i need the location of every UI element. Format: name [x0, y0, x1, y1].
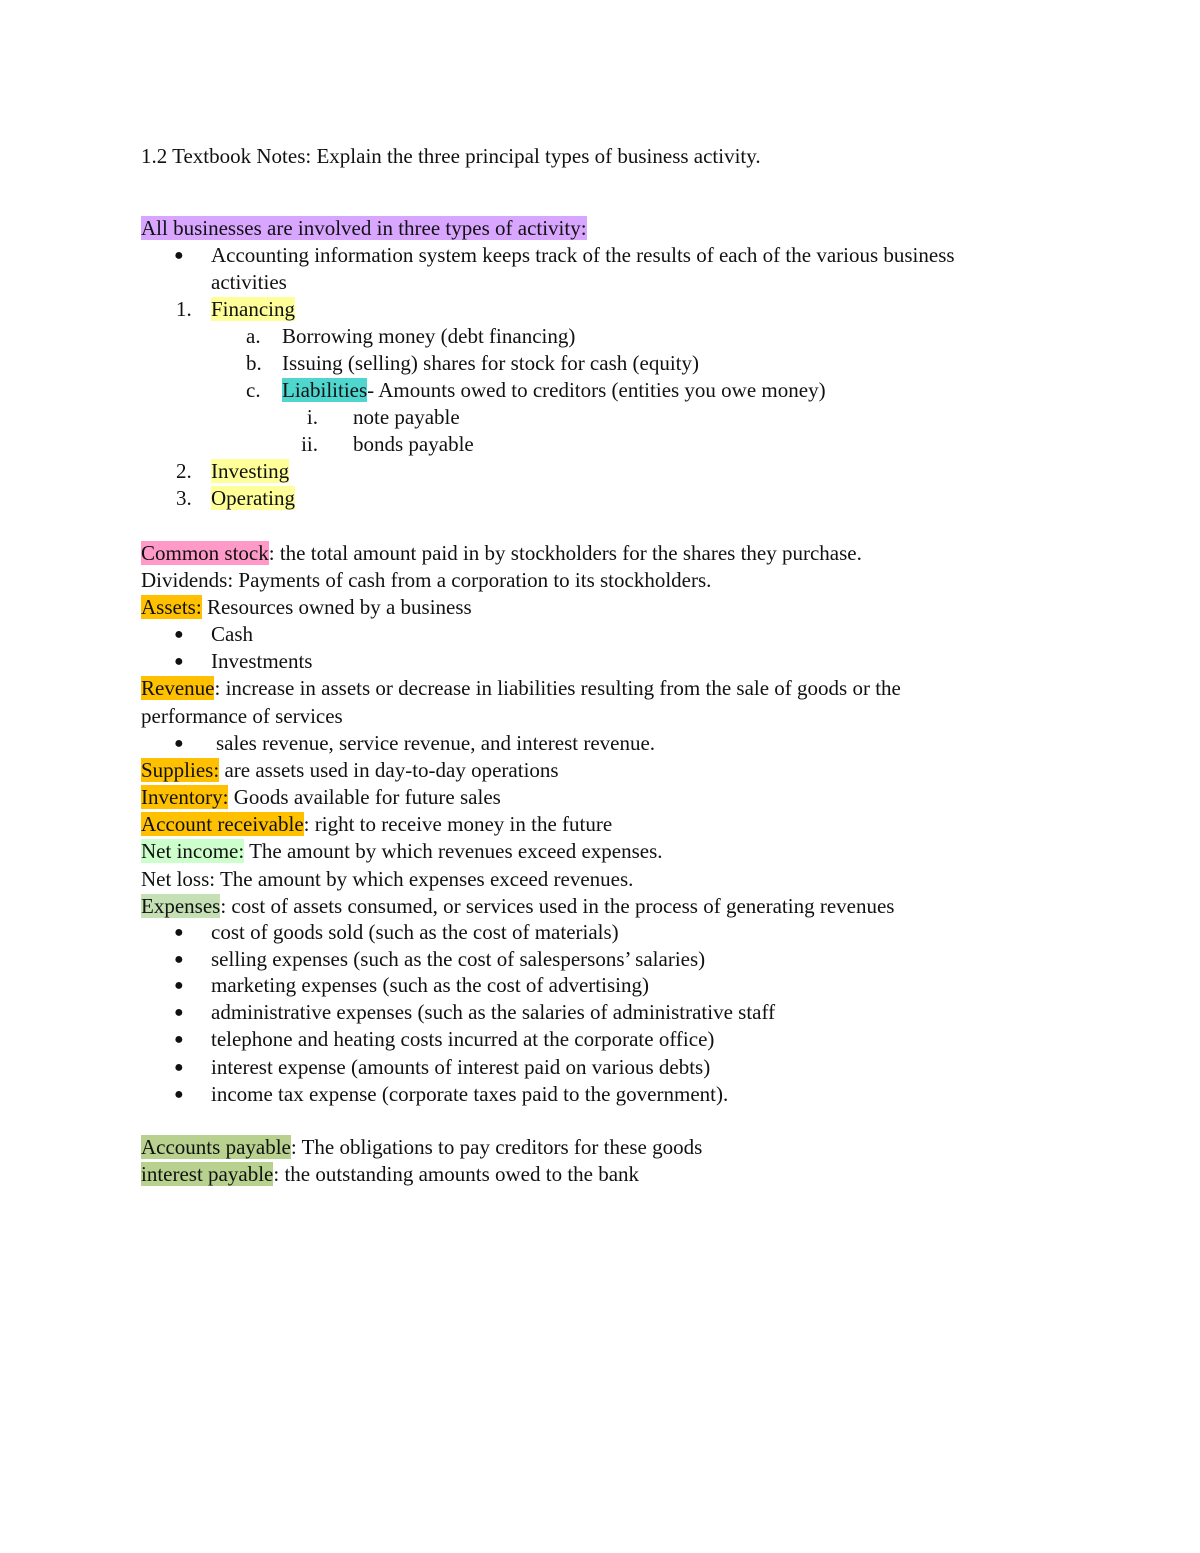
- intro-bullet-line2: activities: [211, 270, 287, 294]
- definition-inventory: [141, 784, 501, 811]
- definition-interest-payable: [141, 1161, 639, 1188]
- activity-operating-label: Operating: [211, 486, 295, 510]
- expense-item: administrative expenses (such as the salaries of administrative staff: [211, 1000, 776, 1024]
- expense-item: cost of goods sold (such as the cost of materials): [211, 920, 619, 944]
- definition-accounts-payable: [141, 1134, 702, 1161]
- bullet-dot-icon: ●: [174, 1004, 184, 1021]
- bullet-dot-icon: ●: [174, 1031, 184, 1048]
- bullet-dot-icon: ●: [174, 735, 184, 752]
- bullet-dot-icon: ●: [174, 1086, 184, 1103]
- supplies-term: Supplies:: [141, 758, 220, 782]
- common-stock-term: Common stock: [141, 541, 269, 565]
- bullet-dot-icon: ●: [174, 924, 184, 941]
- bullet-dot-icon: ●: [174, 951, 184, 968]
- assets-term: Assets:: [141, 595, 202, 619]
- financing-sub-b: Issuing (selling) shares for stock for cash (equity): [282, 351, 699, 375]
- revenue-definition-line2: performance of services: [141, 704, 343, 728]
- account-receivable-definition: : right to receive money in the future: [303, 812, 613, 836]
- revenue-term: Revenue: [141, 676, 215, 700]
- definition-supplies: [141, 757, 559, 784]
- common-stock-definition: : the total amount paid in by stockholders for the shares they purchase.: [268, 541, 862, 565]
- liabilities-term: Liabilities: [282, 378, 368, 402]
- expenses-term: Expenses: [141, 894, 221, 918]
- accounts-payable-term: Accounts payable: [141, 1135, 291, 1159]
- list-number: 1.: [176, 297, 192, 321]
- expense-item: income tax expense (corporate taxes paid to the government).: [211, 1082, 729, 1106]
- assets-definition: Resources owned by a business: [201, 595, 472, 619]
- bullet-dot-icon: ●: [174, 1059, 184, 1076]
- inventory-definition: Goods available for future sales: [228, 785, 501, 809]
- assets-item: Investments: [211, 649, 313, 673]
- net-income-term: Net income:: [141, 839, 245, 863]
- expenses-definition: : cost of assets consumed, or services used in the process of generating revenues: [220, 894, 895, 918]
- intro-bullet-line1: Accounting information system keeps track of the results of each of the various business: [211, 243, 955, 267]
- supplies-definition: are assets used in day-to-day operations: [219, 758, 559, 782]
- list-letter: c.: [246, 378, 261, 402]
- definition-net-income: [141, 838, 663, 865]
- list-number: 2.: [176, 459, 192, 483]
- revenue-item: sales revenue, service revenue, and interest revenue.: [216, 731, 656, 755]
- activity-operating: [211, 485, 295, 512]
- intro-heading-text: All businesses are involved in three types of activity:: [141, 216, 587, 240]
- expense-item: selling expenses (such as the cost of salespersons’ salaries): [211, 947, 706, 971]
- bullet-dot-icon: ●: [174, 626, 184, 643]
- liabilities-definition: - Amounts owed to creditors (entities you owe money): [367, 378, 826, 402]
- expense-item: interest expense (amounts of interest paid on various debts): [211, 1055, 711, 1079]
- list-number: 3.: [176, 486, 192, 510]
- definition-assets: [141, 594, 472, 621]
- inventory-term: Inventory:: [141, 785, 229, 809]
- list-roman: ii.: [301, 432, 318, 456]
- definition-revenue: [141, 675, 901, 702]
- definition-dividends: Dividends: Payments of cash from a corporation to its stockholders.: [141, 568, 712, 592]
- interest-payable-definition: : the outstanding amounts owed to the bank: [273, 1162, 640, 1186]
- expense-item: telephone and heating costs incurred at the corporate office): [211, 1027, 715, 1051]
- list-letter: a.: [246, 324, 261, 348]
- account-receivable-term: Account receivable: [141, 812, 304, 836]
- accounts-payable-definition: : The obligations to pay creditors for these goods: [290, 1135, 703, 1159]
- intro-heading: [141, 215, 587, 242]
- interest-payable-term: interest payable: [141, 1162, 274, 1186]
- page-title: 1.2 Textbook Notes: Explain the three principal types of business activity.: [141, 144, 761, 168]
- definition-account-receivable: [141, 811, 612, 838]
- activity-investing: [211, 458, 289, 485]
- financing-sub-c: [282, 377, 826, 404]
- expense-item: marketing expenses (such as the cost of advertising): [211, 973, 649, 997]
- definition-common-stock: [141, 540, 862, 567]
- bullet-dot-icon: ●: [174, 653, 184, 670]
- assets-item: Cash: [211, 622, 253, 646]
- definition-expenses: [141, 893, 894, 920]
- list-roman: i.: [306, 405, 318, 429]
- bullet-dot-icon: ●: [174, 247, 184, 264]
- activity-investing-label: Investing: [211, 459, 290, 483]
- list-letter: b.: [246, 351, 262, 375]
- financing-sub-a: Borrowing money (debt financing): [282, 324, 576, 348]
- definition-net-loss: Net loss: The amount by which expenses exceed revenues.: [141, 867, 634, 891]
- activity-financing-label: Financing: [211, 297, 295, 321]
- bullet-dot-icon: ●: [174, 977, 184, 994]
- activity-financing: [211, 296, 295, 323]
- revenue-definition: : increase in assets or decrease in liabilities resulting from the sale of goods or the: [214, 676, 901, 700]
- net-income-definition: The amount by which revenues exceed expenses.: [244, 839, 663, 863]
- liabilities-sub-ii: bonds payable: [353, 432, 474, 456]
- liabilities-sub-i: note payable: [353, 405, 460, 429]
